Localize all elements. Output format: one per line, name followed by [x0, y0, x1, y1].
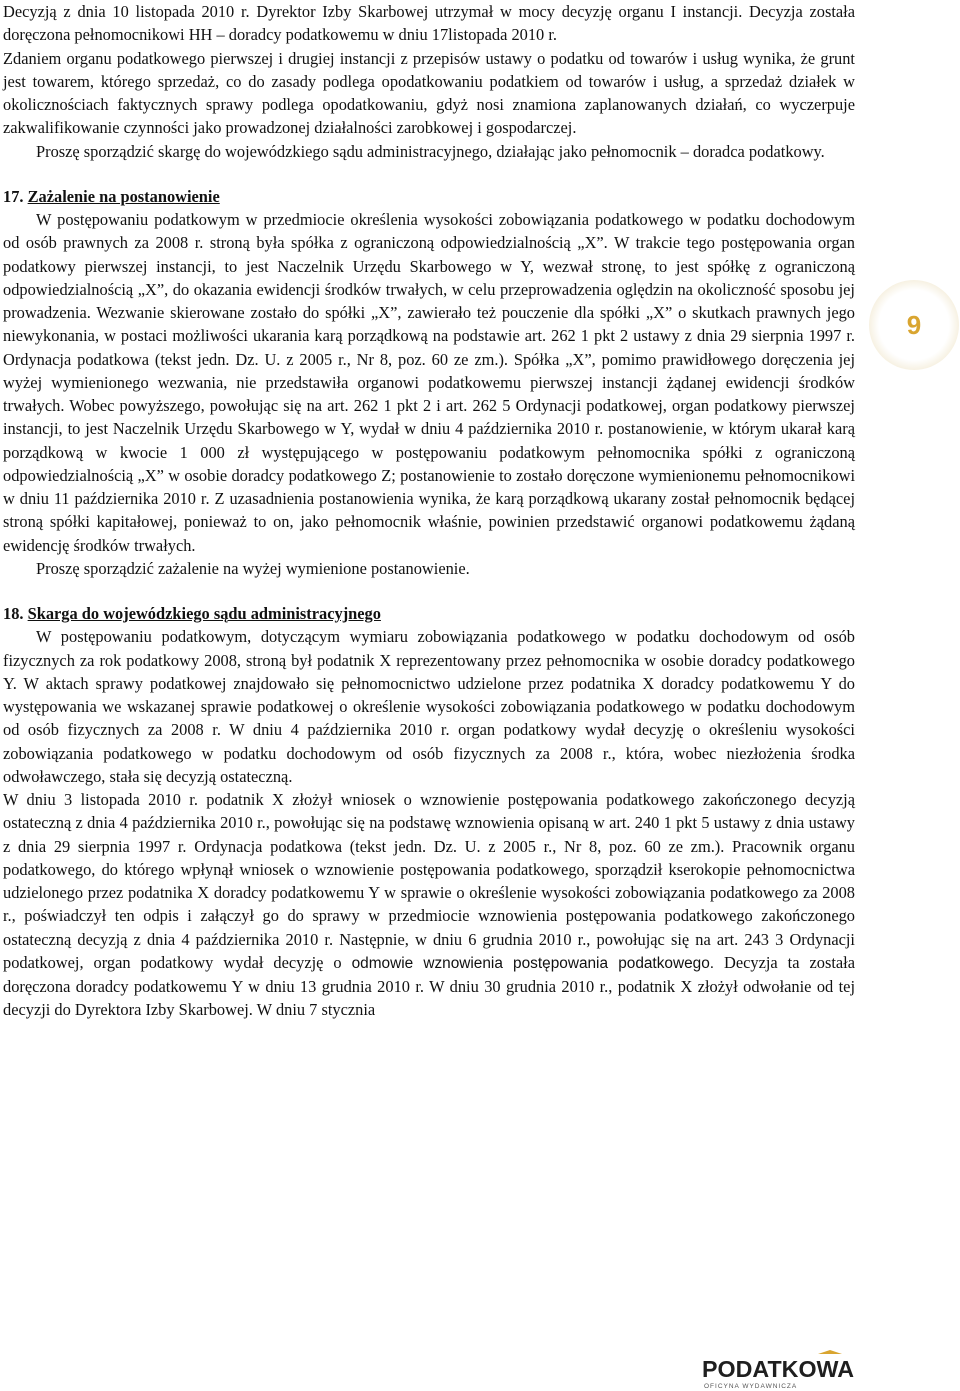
paragraph — [3, 788, 855, 1022]
logo-wordmark: PODATKOWA — [702, 1356, 854, 1382]
publisher-logo — [700, 1350, 860, 1391]
paragraph: Decyzją z dnia 10 listopada 2010 r. Dyrektor Izby Skarbowej utrzymał w mocy decyzję organu I instancji. Decyzja została doręczona pełnomocnikowi HH – doradcy podatkowemu w dniu 17listopada 2010 r. — [3, 2, 855, 45]
logo-roof-mark — [818, 1350, 842, 1354]
page-number: 9 — [906, 309, 922, 340]
paragraph: Proszę sporządzić skargę do wojewódzkiego sądu administracyjnego, działając jako pełnomocnik – doradca podatkowy. — [36, 141, 825, 161]
logo-tagline: OFICYNA WYDAWNICZA — [704, 1383, 798, 1390]
section-number: 18. — [3, 604, 24, 623]
paragraph-text: Decyzja ta została doręczona doradcy podatkowemu Y w dniu 13 grudnia 2010 r. W dniu 30 grudnia 2010 r., podatnik X złożył odwołanie od tej decyzji do Dyrektora Izby Skarbowej. W dniu 7 stycznia — [3, 952, 855, 1020]
section-number: 17. — [3, 186, 24, 206]
section-title: Zażalenie na postanowienie — [27, 186, 220, 206]
page-number-badge — [869, 280, 959, 370]
paragraph-text: W dniu 3 listopada 2010 r. podatnik X złożył wniosek o wznowienie postępowania podatkowego zakończonego decyzją ostateczną z dnia 4 października 2010 r., powołując się na podstawę wznowienia opisaną w art. 240 1 pkt 5 ustawy z dnia ustawy z dnia 29 sierpnia 1997 r. Ordynacja podatkowa (tekst jedn. Dz. U. z 2005 r., Nr 8, poz. 60 ze zm.). Pracownik organu podatkowego, do którego wpłynął wniosek o wznowienie postępowania podatkowego, sporządził kserokopie pełnomocnictwa udzielonego przez podatnika X doradcy podatkowemu Y w sprawie o określenie wysokości zobowiązania podatkowego za 2008 r., poświadczył ten odpis i załączył go do sprawy w przedmiocie wznowienia postępowania podatkowego zakończonego ostateczną decyzją z dnia 4 października 2010 r. Następnie, w dniu 6 grudnia 2010 r., powołując się na art. 243 3 Ordynacji podatkowej, organ podatkowy wydał decyzję o — [3, 790, 855, 972]
paragraph: W postępowaniu podatkowym w przedmiocie określenia wysokości zobowiązania podatkowego w podatku dochodowym od osób prawnych za 2008 r. stroną była spółka z ograniczoną odpowiedzialnością „X”. W trakcie tego postępowania organ podatkowy pierwszej instancji, to jest Naczelnik Urzędu Skarbowego w Y, wezwał stronę, to jest spółkę z ograniczoną odpowiedzialnością „X”, do okazania ewidencji środków trwałych, w celu przeprowadzenia oględzin na okoliczność sposobu jej prowadzenia. Wezwanie skierowane zostało do spółki „X”, zawierało też pouczenie dla spółki „X” o skutkach prawnych jego niewykonania, w postaci możliwości ukarania karą porządkową na podstawie art. 262 1 pkt 2 ustawy z dnia 29 sierpnia 1997 r. Ordynacja podatkowa (tekst jedn. Dz. U. z 2005 r., Nr 8, poz. 60 ze zm.). Spółka „X”, pomimo prawidłowego doręczenia jej wyżej wymienionego wezwania, nie przedstawiła organowi podatkowemu pierwszej instancji żądanej ewidencji środków trwałych. Wobec powyższego, powołując się na art. 262 1 pkt 2 i art. 262 5 Ordynacji podatkowej, organ podatkowy pierwszej instancji, to jest Naczelnik Urzędu Skarbowego w Y, wydał w dniu 4 października 2010 r. postanowienie, w którym ukarał karą porządkową w kwocie 1 000 zł występującego w postępowaniu podatkowym pełnomocnika spółki z ograniczoną odpowiedzialnością „X” w osobie doradcy podatkowego Z; postanowienie to zostało doręczone wymienionemu pełnomocnikowi w dniu 11 października 2010 r. Z uzasadnienia postanowienia wynika, że karą porządkową ukarany został pełnomocnik będącej stroną spółki kapitałowej, ponieważ to on, jako pełnomocnik właśnie, powinien przedstawić organowi podatkowemu żądaną ewidencję środków trwałych. — [3, 210, 855, 555]
paragraph: Zdaniem organu podatkowego pierwszej i drugiej instancji z przepisów ustawy o podatku od towarów i usług wynika, że grunt jest towarem, którego sprzedaż, co do zasady podlega opodatkowaniu podatkiem od towarów i usług, a sprzedaż działek w okolicznościach faktycznych sprawy podlega opodatkowaniu, gdyż nosi znamiona zaplanowanych działań, co wyczerpuje zakwalifikowanie czynności jako prowadzonej działalności zarobkowej i gospodarczej. — [3, 48, 855, 138]
paragraph-text: odmowie wznowienia postępowania podatkowego. — [351, 954, 715, 972]
section-17-heading — [3, 185, 855, 208]
document-body — [3, 0, 855, 1022]
paragraph: W postępowaniu podatkowym, dotyczącym wymiaru zobowiązania podatkowego w podatku dochodowym od osób fizycznych za rok podatkowy 2008, stroną był podatnik X reprezentowany przez pełnomocnika w osobie doradcy podatkowego Y. W aktach sprawy podatkowej znajdowało się pełnomocnictwo udzielone przez podatnika X doradcy podatkowemu Y do występowania we wskazanej sprawie podatkowej o określenie wysokości zobowiązania podatkowego w podatku dochodowym od osób fizycznych za 2008 r. W dniu 4 października 2010 r. organ podatkowy wydał decyzję o określeniu wysokości zobowiązania podatkowego w podatku dochodowym od osób fizycznych za 2008 r., która, wobec niezłożenia środka odwoławczego, stała się decyzją ostateczną. — [3, 627, 855, 786]
section-title: Skarga do wojewódzkiego sądu administracyjnego — [27, 604, 381, 623]
paragraph: Proszę sporządzić zażalenie na wyżej wymienione postanowienie. — [36, 558, 470, 578]
section-18-heading — [3, 602, 855, 625]
